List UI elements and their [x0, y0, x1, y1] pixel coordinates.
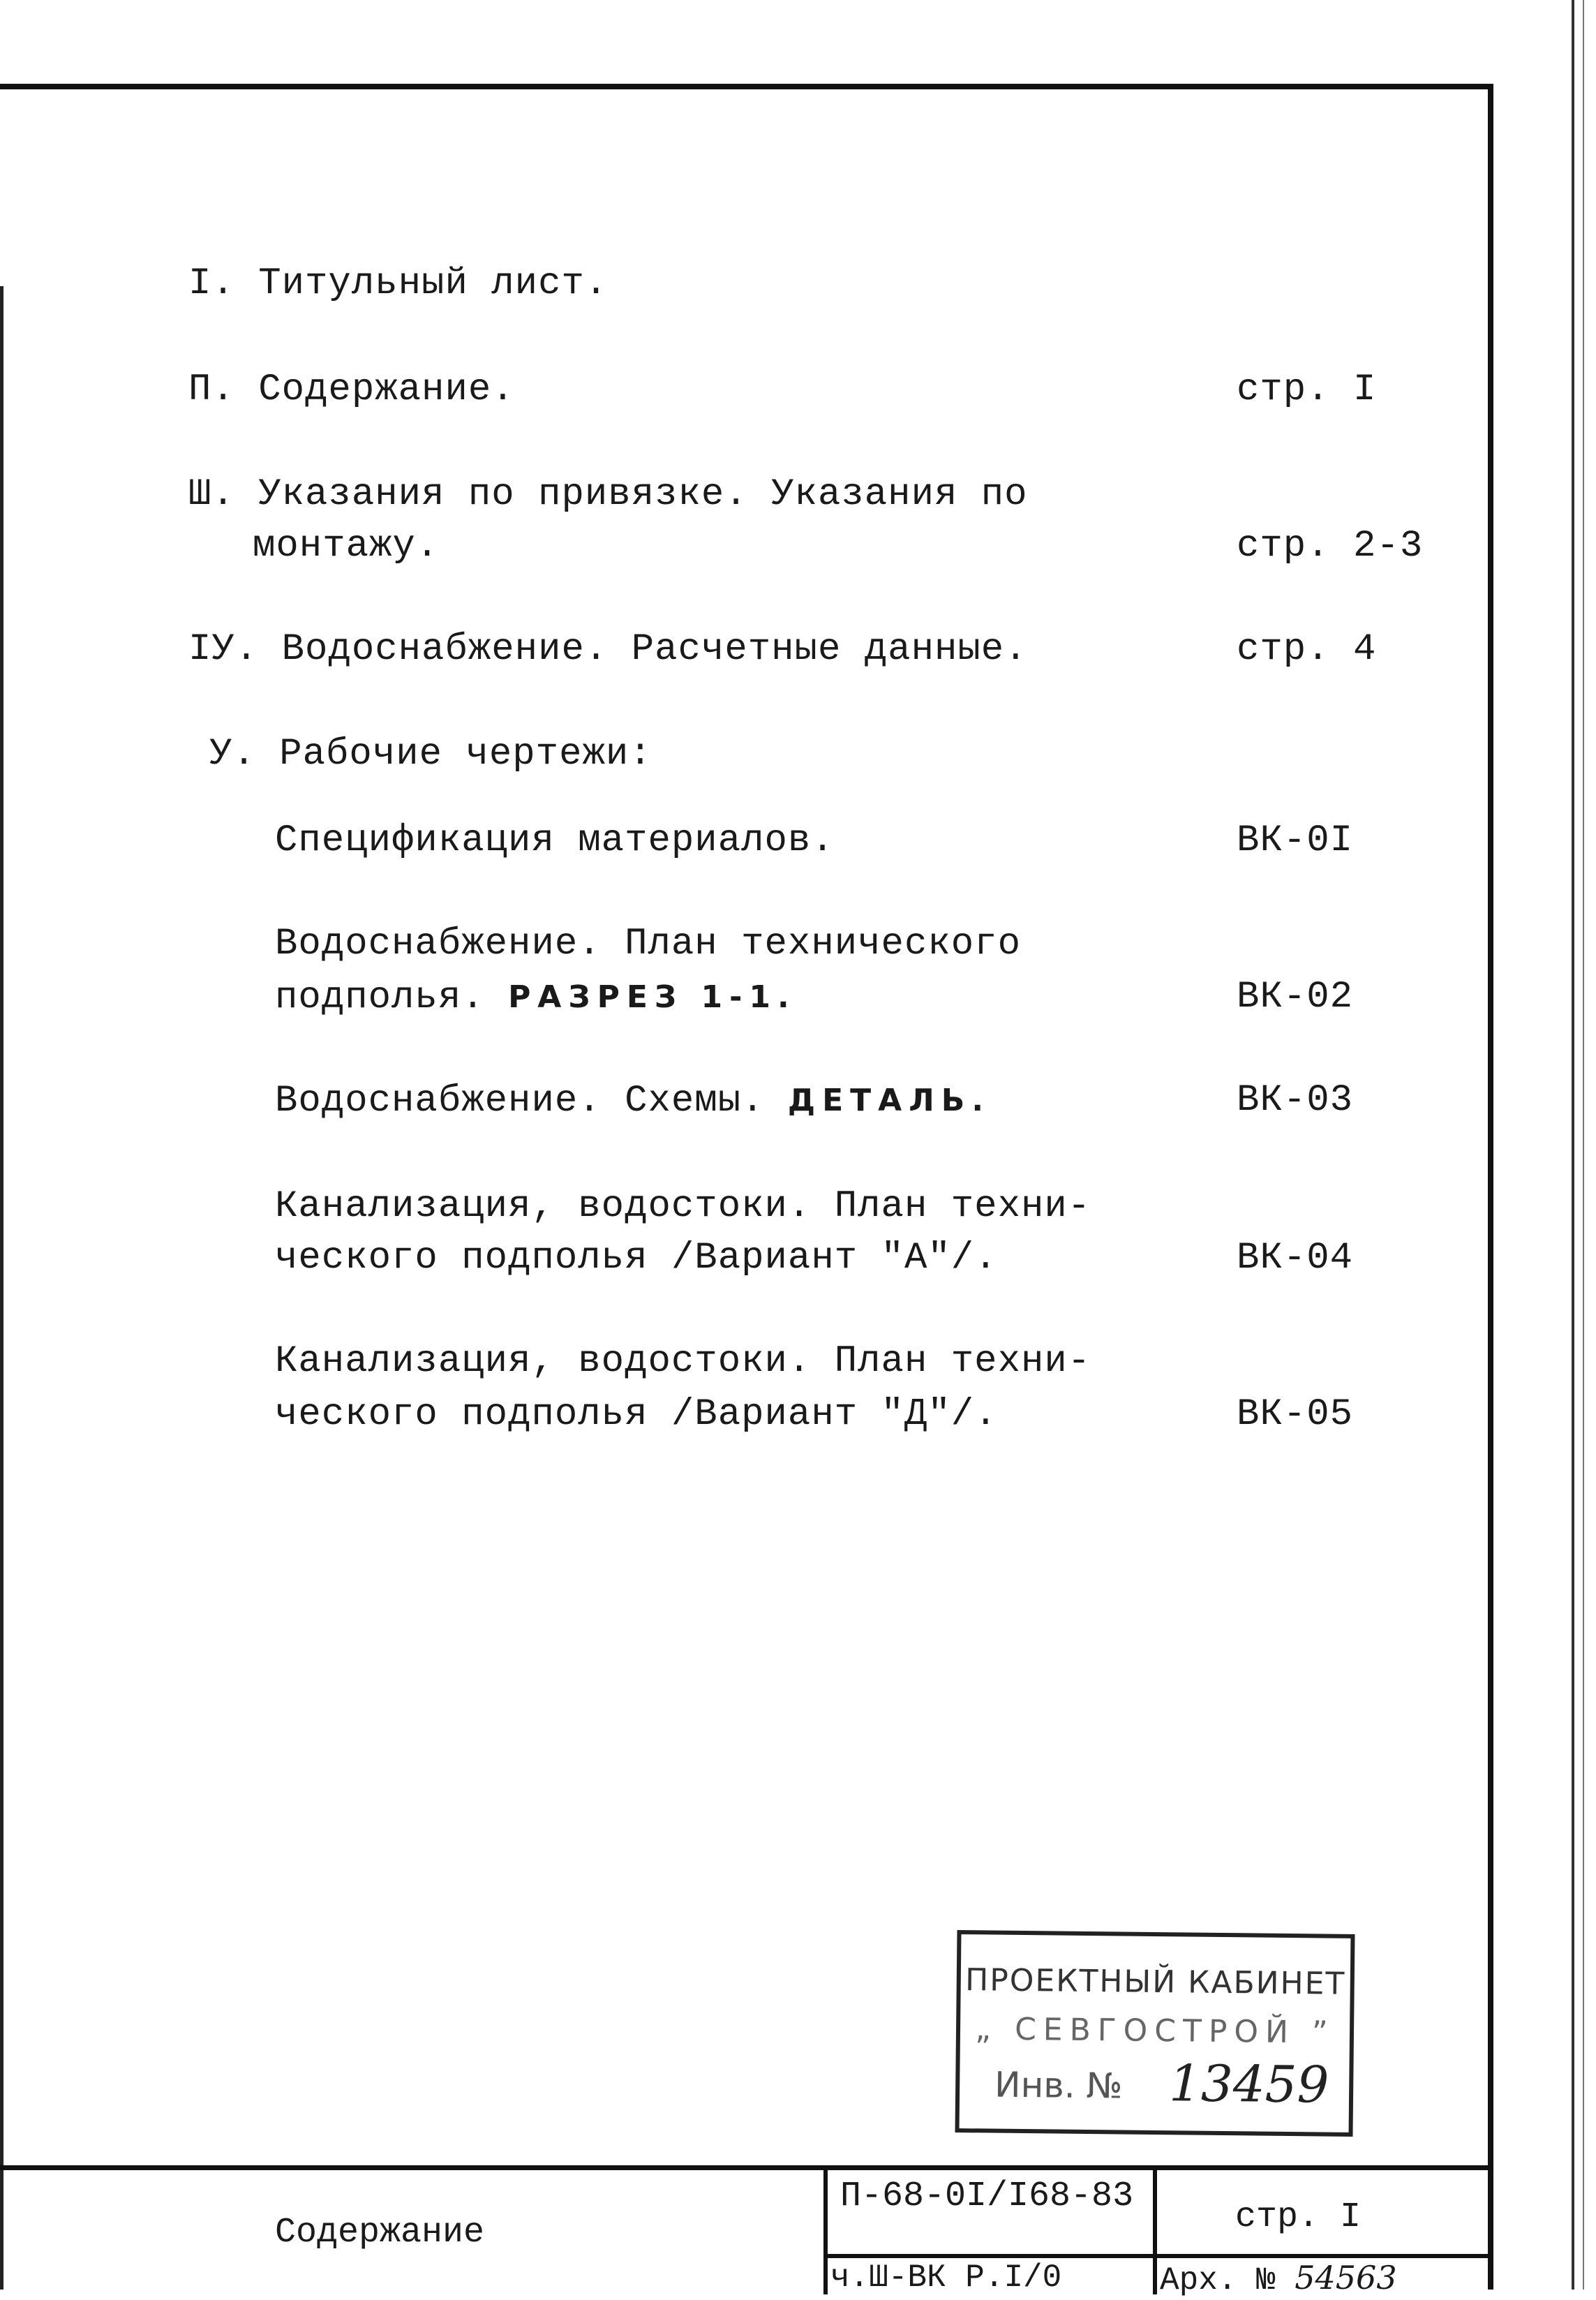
handwritten-note: РАЗРЕЗ 1-1. — [508, 979, 796, 1015]
drawing-sheet-ref: ВК-0I — [1237, 819, 1354, 862]
drawing-sheet-ref: ВК-02 — [1237, 976, 1354, 1018]
drawing-item-sewer-a-cont: ческого подполья /Вариант "А"/. — [275, 1237, 998, 1279]
drawing-item-spec: Спецификация материалов. — [275, 819, 835, 862]
drawing-sheet-ref: ВК-05 — [1237, 1393, 1354, 1436]
frame-top-border — [0, 84, 1493, 89]
toc-page-ref: стр. I — [1237, 369, 1377, 411]
drawing-item-sewer-d-cont: ческого подполья /Вариант "Д"/. — [275, 1393, 998, 1436]
sheet-edge-line — [1572, 0, 1574, 2290]
drawing-sheet-ref: ВК-03 — [1237, 1079, 1354, 1122]
toc-item-contents: П. Содержание. — [188, 369, 515, 411]
toc-item-instructions-cont: монтажу. — [253, 525, 440, 567]
toc-item-title-page: I. Титульный лист. — [188, 262, 609, 305]
drawing-item-plan-text: подполья. — [275, 977, 485, 1019]
frame-left-border — [0, 286, 3, 2290]
drawing-item-schemes-text: Водоснабжение. Схемы. — [275, 1080, 765, 1122]
handwritten-note: ДЕТАЛЬ. — [787, 1083, 991, 1118]
drawing-item-plan: Водоснабжение. План технического — [275, 923, 1021, 965]
sheet-name: Содержание — [275, 2213, 485, 2253]
frame-right-border — [1488, 84, 1493, 2290]
toc-item-water-supply: IУ. Водоснабжение. Расчетные данные. — [188, 628, 1028, 671]
sheet-page: стр. I — [1235, 2197, 1362, 2237]
document-part: ч.Ш-ВК Р.I/0 — [830, 2260, 1062, 2296]
drawing-item-sewer-a: Канализация, водостоки. План техни- — [275, 1185, 1091, 1228]
stamp-inventory-label: Инв. № — [994, 2064, 1123, 2107]
drawing-item-plan-cont — [275, 976, 796, 1020]
toc-page-ref: стр. 4 — [1237, 628, 1377, 671]
stamp-inventory-number: 13459 — [1168, 2054, 1329, 2114]
archive-value: 54563 — [1295, 2259, 1397, 2297]
archive-label: Арх. № — [1160, 2262, 1276, 2299]
stamp-org: „ СЕВГОСТРОЙ ” — [975, 2011, 1335, 2051]
drawing-sheet-ref: ВК-04 — [1237, 1237, 1354, 1279]
drawing-item-sewer-d: Канализация, водостоки. План техни- — [275, 1340, 1091, 1383]
drawing-item-schemes — [275, 1079, 990, 1123]
sheet-edge-line — [1583, 0, 1584, 2290]
stamp-title: ПРОЕКТНЫЙ КАБИНЕТ — [964, 1962, 1346, 2002]
document-code: П-68-0I/I68-83 — [840, 2176, 1134, 2216]
toc-item-working-drawings: У. Рабочие чертежи: — [209, 733, 652, 776]
archive-stamp — [955, 1930, 1355, 2137]
title-block — [0, 2165, 1493, 2299]
toc-page-ref: стр. 2-3 — [1237, 525, 1424, 567]
toc-item-instructions: Ш. Указания по привязке. Указания по — [188, 473, 1028, 516]
archive-number — [1160, 2258, 1397, 2300]
